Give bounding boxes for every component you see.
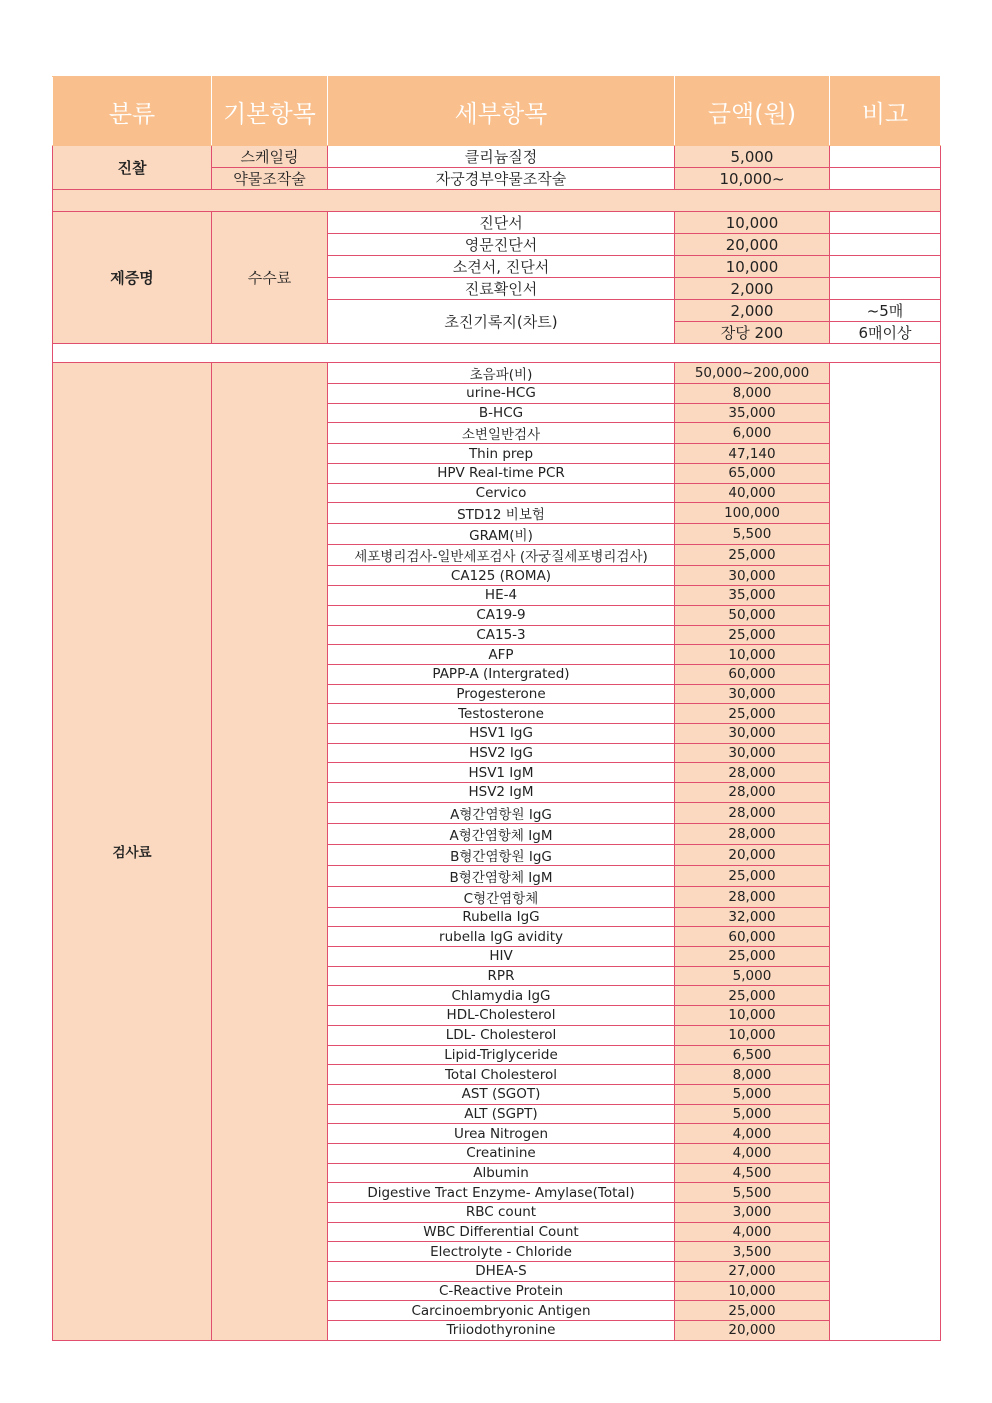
detail-item-cell: C형간염항체 xyxy=(328,886,675,907)
detail-item-cell: HE-4 xyxy=(328,586,675,606)
detail-item-cell: A형간염항원 IgG xyxy=(328,802,675,823)
amount-cell: 5,000 xyxy=(675,146,830,168)
detail-item-cell: 초음파(비) xyxy=(328,363,675,384)
detail-item-cell: PAPP-A (Intergrated) xyxy=(328,664,675,684)
detail-item-cell: 세포병리검사-일반세포검사 (자궁질세포병리검사) xyxy=(328,545,675,566)
header-row xyxy=(53,77,941,146)
detail-item-cell: AST (SGOT) xyxy=(328,1084,675,1104)
detail-item-cell: Thin prep xyxy=(328,444,675,464)
detail-item-cell: urine-HCG xyxy=(328,384,675,404)
detail-item-cell: Creatinine xyxy=(328,1143,675,1163)
remark-cell xyxy=(830,212,941,234)
amount-cell: 60,000 xyxy=(675,927,830,947)
detail-item-cell: Digestive Tract Enzyme- Amylase(Total) xyxy=(328,1183,675,1203)
amount-cell: 5,000 xyxy=(675,1084,830,1104)
amount-cell: 28,000 xyxy=(675,886,830,907)
amount-cell: 2,000 xyxy=(675,300,830,322)
amount-cell: 25,000 xyxy=(675,947,830,967)
detail-item-cell: AFP xyxy=(328,645,675,665)
amount-cell: 25,000 xyxy=(675,704,830,724)
fee-table xyxy=(52,76,941,1341)
remark-cell xyxy=(830,256,941,278)
detail-item-cell: Urea Nitrogen xyxy=(328,1124,675,1144)
detail-item-cell: RBC count xyxy=(328,1203,675,1223)
amount-cell: 3,500 xyxy=(675,1242,830,1262)
amount-cell: 4,000 xyxy=(675,1143,830,1163)
amount-cell: 8,000 xyxy=(675,384,830,404)
detail-item-cell: HSV2 IgG xyxy=(328,743,675,763)
amount-cell: 40,000 xyxy=(675,483,830,503)
amount-cell: 28,000 xyxy=(675,823,830,844)
detail-item-cell: 영문진단서 xyxy=(328,234,675,256)
detail-item-cell: 진료확인서 xyxy=(328,278,675,300)
detail-item-cell: Progesterone xyxy=(328,684,675,704)
certificate-category: 제증명 xyxy=(53,212,212,344)
detail-item-cell: 진단서 xyxy=(328,212,675,234)
detail-item-cell: CA15-3 xyxy=(328,625,675,645)
spacer-cell xyxy=(53,190,941,212)
amount-cell: 28,000 xyxy=(675,763,830,783)
amount-cell: 30,000 xyxy=(675,723,830,743)
detail-item-cell: rubella IgG avidity xyxy=(328,927,675,947)
amount-cell: 35,000 xyxy=(675,403,830,423)
lab-row xyxy=(53,363,941,384)
lab-category: 검사료 xyxy=(53,363,212,1341)
certificate-basic-item: 수수료 xyxy=(212,212,328,344)
detail-item-cell: WBC Differential Count xyxy=(328,1222,675,1242)
amount-cell: 32,000 xyxy=(675,907,830,927)
detail-item-cell: LDL- Cholesterol xyxy=(328,1025,675,1045)
amount-cell: 5,000 xyxy=(675,1104,830,1124)
basic-item-cell: 약물조작술 xyxy=(212,168,328,190)
detail-item-cell: C-Reactive Protein xyxy=(328,1281,675,1301)
amount-cell: 5,000 xyxy=(675,966,830,986)
spacer-cell xyxy=(53,344,941,363)
exam-row xyxy=(53,146,941,168)
lab-basic-item xyxy=(212,363,328,1341)
detail-item-cell: 소견서, 진단서 xyxy=(328,256,675,278)
chart-record-detail: 초진기록지(차트) xyxy=(328,300,675,344)
amount-cell: 4,500 xyxy=(675,1163,830,1183)
detail-item-cell: Carcinoembryonic Antigen xyxy=(328,1301,675,1321)
amount-cell: 10,000 xyxy=(675,212,830,234)
detail-item-cell: Triiodothyronine xyxy=(328,1321,675,1341)
detail-item-cell: HSV2 IgM xyxy=(328,783,675,803)
amount-cell: 10,000 xyxy=(675,1025,830,1045)
amount-cell: 20,000 xyxy=(675,844,830,865)
detail-item-cell: B형간염항원 IgG xyxy=(328,844,675,865)
detail-item-cell: DHEA-S xyxy=(328,1262,675,1282)
amount-cell: 25,000 xyxy=(675,865,830,886)
amount-cell: 30,000 xyxy=(675,566,830,586)
amount-cell: 3,000 xyxy=(675,1203,830,1223)
header-amount: 금액(원) xyxy=(675,77,830,146)
amount-cell: 27,000 xyxy=(675,1262,830,1282)
amount-cell: 25,000 xyxy=(675,1301,830,1321)
amount-cell: 10,000 xyxy=(675,1006,830,1026)
amount-cell: 25,000 xyxy=(675,986,830,1006)
remark-cell xyxy=(830,278,941,300)
detail-item-cell: CA125 (ROMA) xyxy=(328,566,675,586)
remark-cell xyxy=(830,234,941,256)
header-remarks: 비고 xyxy=(830,77,941,146)
amount-cell: 장당 200 xyxy=(675,322,830,344)
detail-item-cell: 소변일반검사 xyxy=(328,423,675,444)
amount-cell: 35,000 xyxy=(675,586,830,606)
amount-cell: 20,000 xyxy=(675,1321,830,1341)
detail-item-cell: GRAM(비) xyxy=(328,524,675,545)
amount-cell: 10,000~ xyxy=(675,168,830,190)
section-spacer xyxy=(53,344,941,363)
amount-cell: 20,000 xyxy=(675,234,830,256)
detail-item-cell: HSV1 IgG xyxy=(328,723,675,743)
detail-item-cell: STD12 비보험 xyxy=(328,503,675,524)
certificate-row xyxy=(53,212,941,234)
amount-cell: 2,000 xyxy=(675,278,830,300)
exam-category: 진찰 xyxy=(53,146,212,190)
amount-cell: 5,500 xyxy=(675,524,830,545)
amount-cell: 100,000 xyxy=(675,503,830,524)
detail-item-cell: Testosterone xyxy=(328,704,675,724)
lab-remark xyxy=(830,363,941,1341)
amount-cell: 6,000 xyxy=(675,423,830,444)
amount-cell: 47,140 xyxy=(675,444,830,464)
amount-cell: 25,000 xyxy=(675,625,830,645)
basic-item-cell: 스케일링 xyxy=(212,146,328,168)
detail-item-cell: HSV1 IgM xyxy=(328,763,675,783)
detail-item-cell: 자궁경부약물조작술 xyxy=(328,168,675,190)
detail-item-cell: Cervico xyxy=(328,483,675,503)
amount-cell: 28,000 xyxy=(675,783,830,803)
detail-item-cell: HIV xyxy=(328,947,675,967)
amount-cell: 30,000 xyxy=(675,684,830,704)
amount-cell: 30,000 xyxy=(675,743,830,763)
detail-item-cell: HDL-Cholesterol xyxy=(328,1006,675,1026)
detail-item-cell: Electrolyte - Chloride xyxy=(328,1242,675,1262)
detail-item-cell: Albumin xyxy=(328,1163,675,1183)
remark-cell: 6매이상 xyxy=(830,322,941,344)
remark-cell: ~5매 xyxy=(830,300,941,322)
header-basic-item: 기본항목 xyxy=(212,77,328,146)
amount-cell: 5,500 xyxy=(675,1183,830,1203)
remark-cell xyxy=(830,168,941,190)
detail-item-cell: RPR xyxy=(328,966,675,986)
detail-item-cell: HPV Real-time PCR xyxy=(328,464,675,484)
amount-cell: 60,000 xyxy=(675,664,830,684)
detail-item-cell: Chlamydia IgG xyxy=(328,986,675,1006)
amount-cell: 8,000 xyxy=(675,1065,830,1085)
detail-item-cell: ALT (SGPT) xyxy=(328,1104,675,1124)
detail-item-cell: B형간염항체 IgM xyxy=(328,865,675,886)
detail-item-cell: A형간염항체 IgM xyxy=(328,823,675,844)
detail-item-cell: CA19-9 xyxy=(328,605,675,625)
detail-item-cell: Total Cholesterol xyxy=(328,1065,675,1085)
amount-cell: 25,000 xyxy=(675,545,830,566)
header-category: 분류 xyxy=(53,77,212,146)
section-spacer xyxy=(53,190,941,212)
amount-cell: 65,000 xyxy=(675,464,830,484)
amount-cell: 50,000 xyxy=(675,605,830,625)
amount-cell: 50,000~200,000 xyxy=(675,363,830,384)
amount-cell: 6,500 xyxy=(675,1045,830,1065)
amount-cell: 4,000 xyxy=(675,1222,830,1242)
amount-cell: 10,000 xyxy=(675,645,830,665)
remark-cell xyxy=(830,146,941,168)
detail-item-cell: B-HCG xyxy=(328,403,675,423)
amount-cell: 28,000 xyxy=(675,802,830,823)
detail-item-cell: Rubella IgG xyxy=(328,907,675,927)
header-detail-item: 세부항목 xyxy=(328,77,675,146)
amount-cell: 10,000 xyxy=(675,1281,830,1301)
amount-cell: 4,000 xyxy=(675,1124,830,1144)
detail-item-cell: Lipid-Triglyceride xyxy=(328,1045,675,1065)
detail-item-cell: 클리늄질정 xyxy=(328,146,675,168)
amount-cell: 10,000 xyxy=(675,256,830,278)
